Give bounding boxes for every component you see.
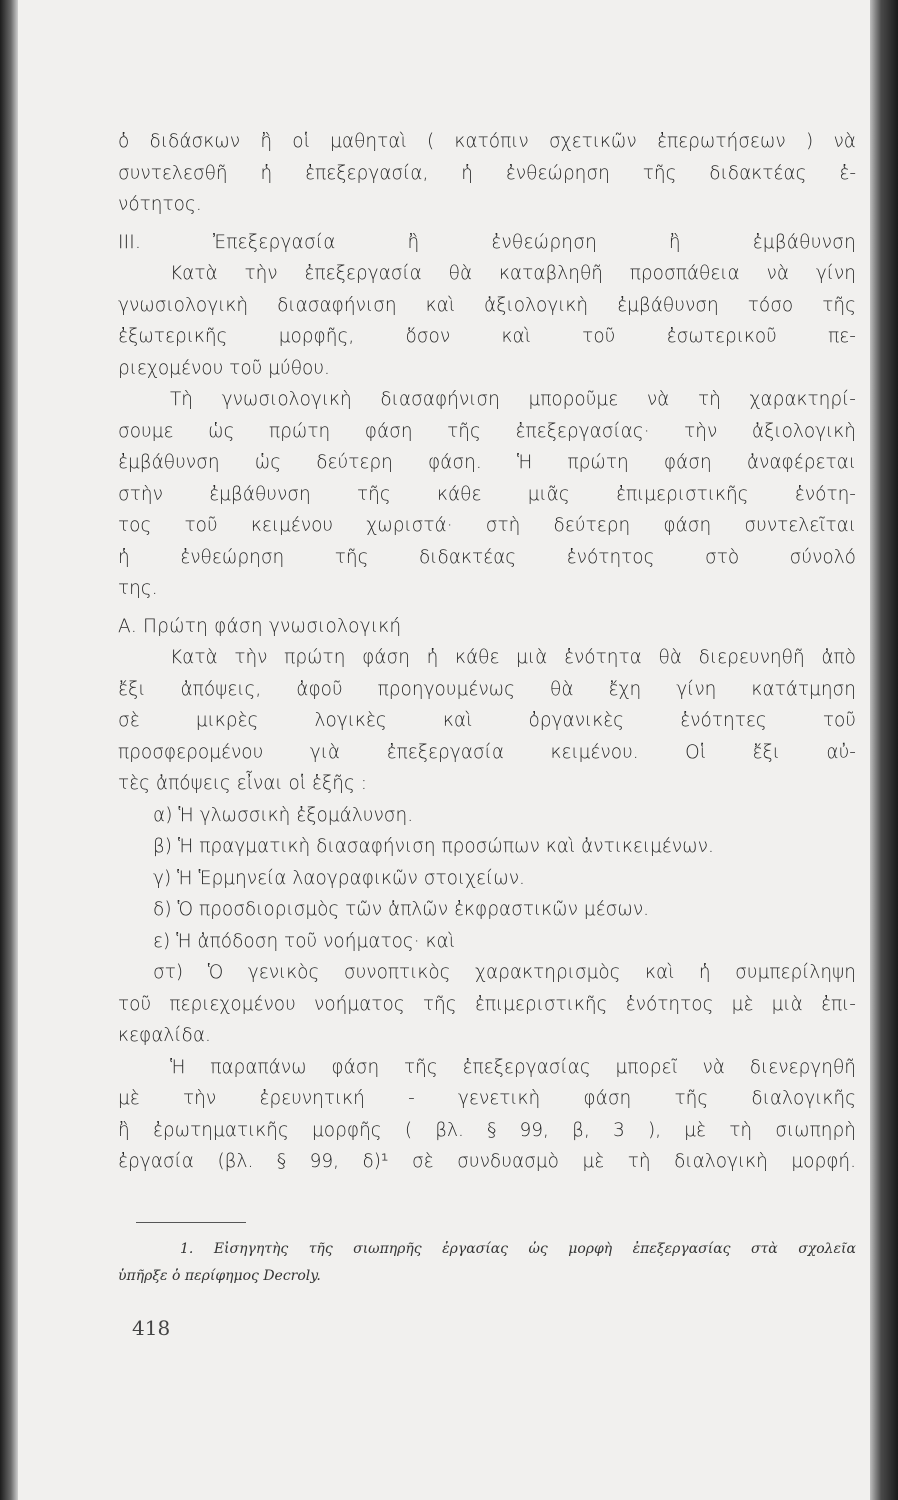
footnote-line: ὑπῆρξε ὁ περίφημος Decroly.: [118, 1268, 321, 1284]
body-line: ἔξι ἀπόψεις, ἀφοῦ προηγουμένως θὰ ἔχη γίνη κατάτμηση: [118, 678, 856, 700]
list-item: α) Ἡ γλωσσικὴ ἐξομάλυνση.: [153, 804, 414, 826]
body-line: Ἡ παραπάνω φάση τῆς ἐπεξεργασίας μπορεῖ νὰ διενεργηθῆ: [170, 1056, 856, 1078]
body-line: ὁ διδάσκων ἢ οἱ μαθηταὶ ( κατόπιν σχετικῶν ἐπερωτήσεων ) νὰ: [118, 131, 856, 152]
body-line: μὲ τὴν ἐρευνητική - γενετικὴ φάση τῆς διαλογικῆς: [118, 1088, 856, 1109]
body-line: ἐξωτερικῆς μορφῆς, ὅσον καὶ τοῦ ἐσωτερικοῦ πε-: [118, 326, 856, 347]
section-heading-iii: ΙΙΙ. Ἐπεξεργασία ἢ ἐνθεώρηση ἢ ἐμβάθυνση: [118, 231, 856, 253]
body-line: σουμε ὡς πρώτη φάση τῆς ἐπεξεργασίας· τὴν ἀξιολογικὴ: [118, 420, 856, 442]
section-heading-a: Α. Πρώτη φάση γνωσιολογική: [118, 615, 402, 637]
body-line: ριεχομένου τοῦ μύθου.: [118, 357, 330, 379]
body-text: [118, 126, 856, 1178]
footnote-line: 1. Εἰσηγητὴς τῆς σιωπηρῆς ἐργασίας ὡς μορφὴ ἐπεξεργασίας στὰ σχολεῖα: [180, 1241, 856, 1257]
body-line: σὲ μικρὲς λογικὲς καὶ ὀργανικὲς ἑνότητες τοῦ: [118, 710, 856, 731]
body-line: κεφαλίδα.: [118, 1025, 211, 1046]
list-item: στ) Ὁ γενικὸς συνοπτικὸς χαρακτηρισμὸς καὶ ἡ συμπερίληψη: [153, 962, 856, 983]
body-line: συντελεσθῆ ἡ ἐπεξεργασία, ἡ ἐνθεώρηση τῆς διδακτέας ἑ-: [118, 162, 856, 184]
body-line: νότητος.: [118, 194, 202, 215]
body-line: γνωσιολογικὴ διασαφήνιση καὶ ἀξιολογικὴ ἐμβάθυνση τόσο τῆς: [118, 294, 856, 316]
list-item: δ) Ὁ προσδιορισμὸς τῶν ἁπλῶν ἐκφραστικῶν μέσων.: [153, 899, 650, 920]
list-item: γ) Ἡ Ἑρμηνεία λαογραφικῶν στοιχείων.: [153, 867, 525, 889]
body-line: Κατὰ τὴν ἐπεξεργασία θὰ καταβληθῆ προσπάθεια νὰ γίνη: [170, 263, 856, 284]
footnote: [118, 1236, 856, 1290]
body-line: Κατὰ τὴν πρώτη φάση ἡ κάθε μιὰ ἑνότητα θὰ διερευνηθῆ ἀπὸ: [170, 647, 856, 668]
page-number: 418: [132, 1316, 171, 1340]
body-line: ἡ ἐνθεώρηση τῆς διδακτέας ἑνότητος στὸ σύνολό: [118, 546, 856, 568]
body-line: προσφερομένου γιὰ ἐπεξεργασία κειμένου. Οἱ ἔξι αὐ-: [118, 741, 856, 763]
body-line: της.: [118, 578, 158, 599]
footnote-rule: [136, 1222, 246, 1223]
body-line: τὲς ἀπόψεις εἶναι οἱ ἑξῆς :: [118, 773, 367, 794]
body-line: ἐμβάθυνση ὡς δεύτερη φάση. Ἡ πρώτη φάση ἀναφέρεται: [118, 452, 856, 473]
body-line: Τὴ γνωσιολογικὴ διασαφήνιση μποροῦμε νὰ τὴ χαρακτηρί-: [170, 389, 856, 410]
body-line: ἐργασία (βλ. § 99, δ)¹ σὲ συνδυασμὸ μὲ τὴ διαλογικὴ μορφή.: [118, 1151, 856, 1172]
body-line: στὴν ἐμβάθυνση τῆς κάθε μιᾶς ἐπιμεριστικῆς ἑνότη-: [118, 483, 856, 505]
body-line: ἢ ἐρωτηματικῆς μορφῆς ( βλ. § 99, β, 3 ), μὲ τὴ σιωπηρὴ: [118, 1119, 856, 1141]
body-line: τοῦ περιεχομένου νοήματος τῆς ἐπιμεριστικῆς ἑνότητος μὲ μιὰ ἐπι-: [118, 993, 856, 1015]
body-line: τος τοῦ κειμένου χωριστά· στὴ δεύτερη φάση συντελεῖται: [118, 515, 856, 536]
page-right-edge: [870, 0, 898, 1500]
list-item: ε) Ἡ ἀπόδοση τοῦ νοήματος· καὶ: [153, 930, 455, 952]
page-left-shadow: [0, 0, 18, 1500]
list-item: β) Ἡ πραγματικὴ διασαφήνιση προσώπων καὶ ἀντικειμένων.: [153, 836, 714, 857]
